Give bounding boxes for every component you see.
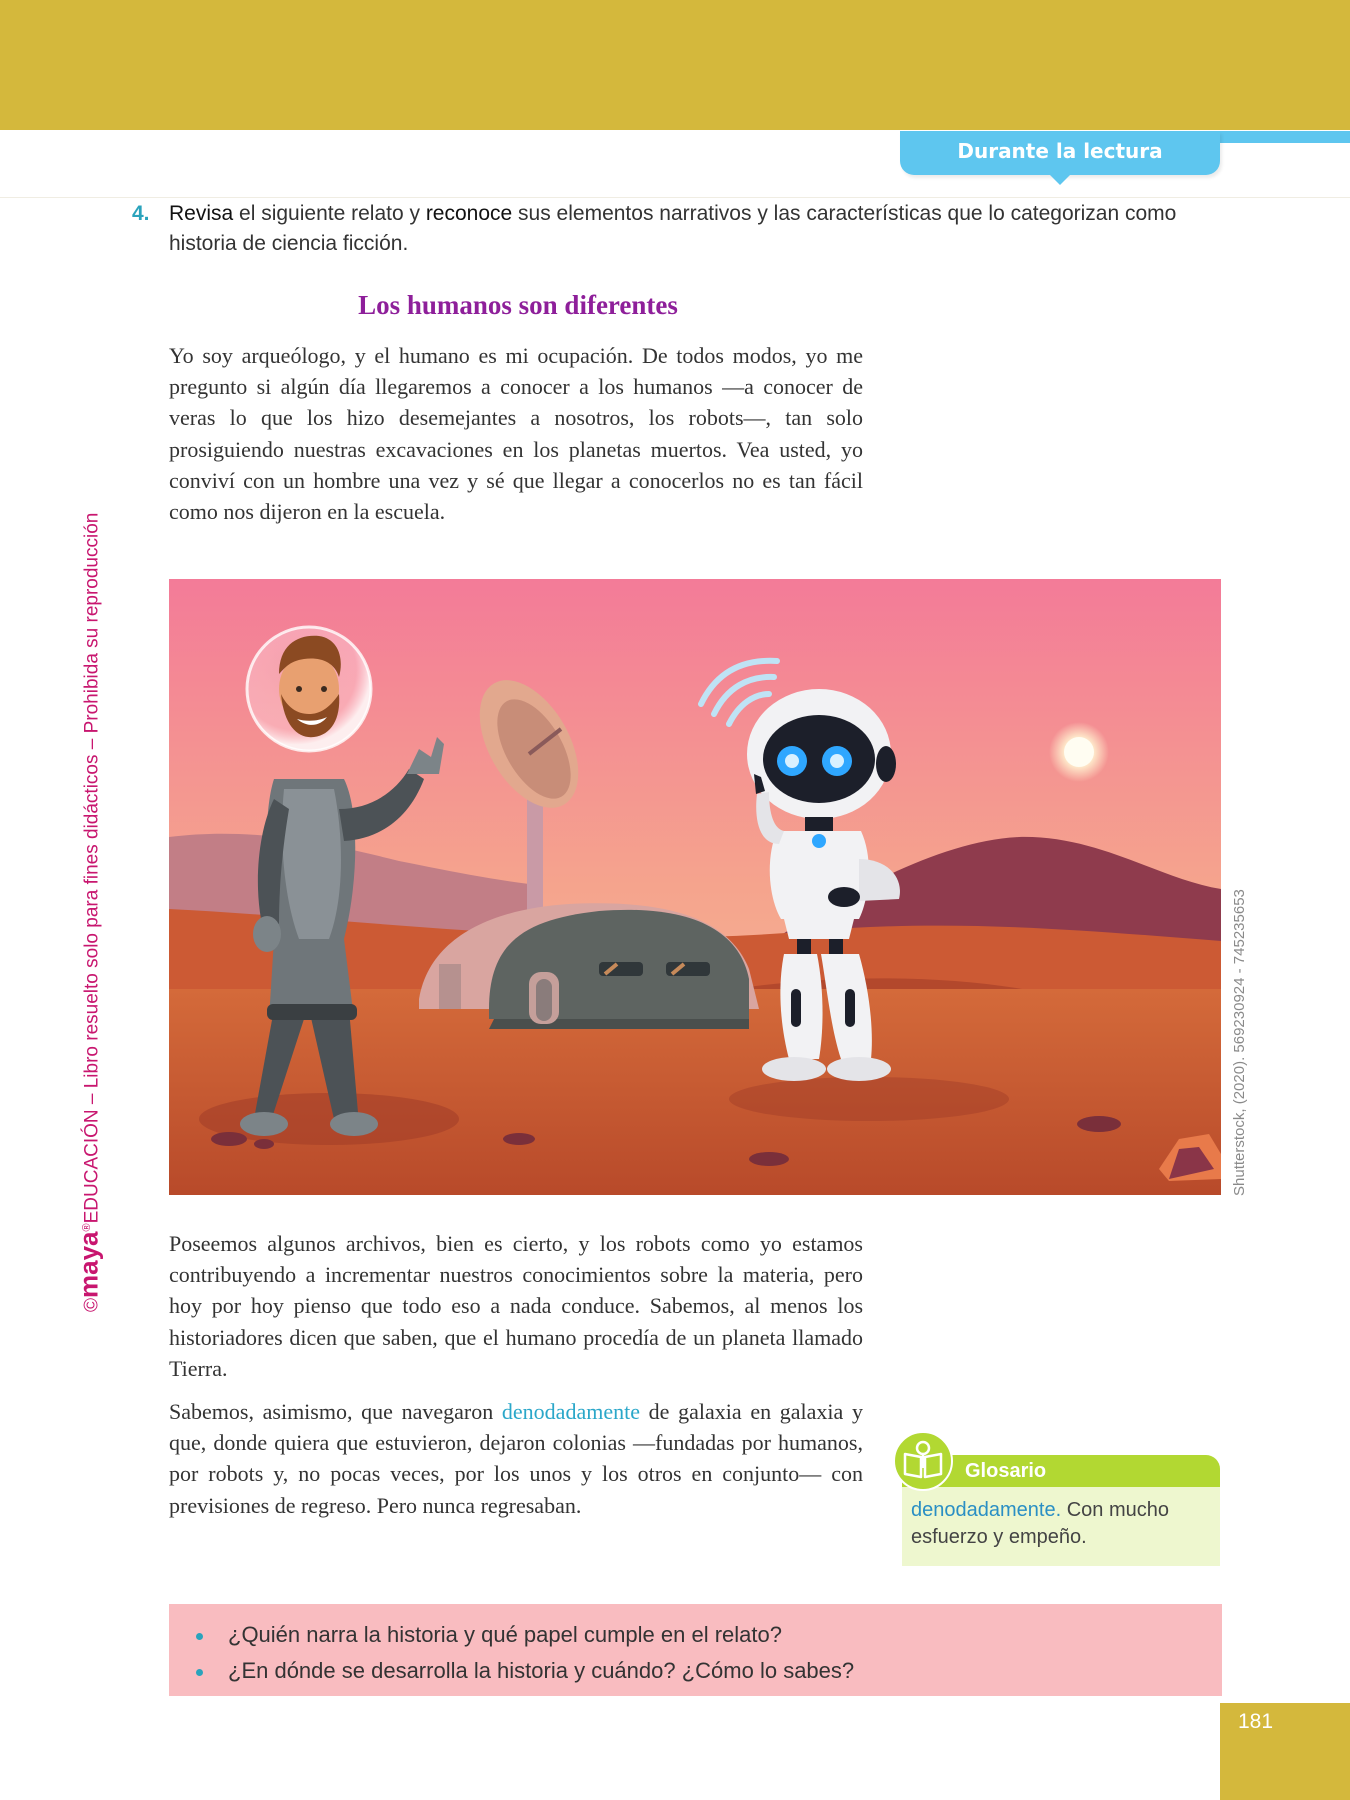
activity-instruction bbox=[132, 199, 1232, 259]
copyright-text: EDUCACIÓN – Libro resuelto solo para fines didácticos – Prohibida su reproducción bbox=[81, 512, 103, 1224]
astronaut-robot-illustration bbox=[169, 579, 1221, 1195]
story-paragraph-1: Yo soy arqueólogo, y el humano es mi ocupación. De todos modos, yo me pregunto si algún día llegaremos a conocer a los humanos —a conocer de veras lo que los hizo desemejantes a nosotros, los robots—, tan solo prosiguiendo nuestras excavaciones en los planetas muertos. Vea usted, yo conviví con un hombre una vez y sé que llegar a conocerlos no es tan fácil como nos dijeron en la escuela. bbox=[169, 343, 863, 525]
question-item: ¿En dónde se desarrolla la historia y cuándo? ¿Cómo lo sabes? bbox=[196, 1653, 854, 1689]
paragraph-3-end: de galaxia en galaxia y que, donde quiera que estuvieron, dejaron colonias —fundadas por humanos, por robots y, no pocas veces, por los unos y los otros en conjunto— con previsiones de regreso. Pero nunca regresaban. bbox=[169, 1399, 863, 1518]
question-item: ¿Quién narra la historia y qué papel cumple en el relato? bbox=[196, 1617, 854, 1653]
brand-logo-text: maya bbox=[73, 1231, 104, 1298]
glossary-entry bbox=[911, 1497, 1211, 1551]
copyright-notice bbox=[72, 472, 102, 1312]
questions-list bbox=[196, 1617, 854, 1689]
activity-number: 4. bbox=[132, 202, 150, 225]
image-credit: Shutterstock, (2020). 569230924 - 745235653 bbox=[1231, 889, 1248, 1196]
story-paragraph-3 bbox=[169, 1396, 863, 1521]
glossary-definition: Con mucho esfuerzo y empeño. bbox=[911, 1499, 1169, 1548]
activity-verb-revisa: Revisa bbox=[169, 202, 234, 225]
section-tab-label: Durante la lectura bbox=[957, 139, 1163, 163]
story-title: Los humanos son diferentes bbox=[358, 290, 678, 320]
glossary-book-icon bbox=[892, 1430, 954, 1492]
sun bbox=[1064, 737, 1094, 767]
glossary-title: Glosario bbox=[965, 1460, 1047, 1482]
activity-text-2: sus elementos narrativos y las características que lo categorizan como historia de ciencia ficción. bbox=[169, 202, 1177, 255]
page-number: 181 bbox=[1238, 1710, 1274, 1733]
section-tab bbox=[900, 131, 1220, 175]
registered-mark: ® bbox=[81, 1223, 93, 1232]
glossary-term: denodadamente. bbox=[911, 1499, 1062, 1521]
ground-shadow-2 bbox=[729, 1077, 1009, 1121]
copyright-symbol: © bbox=[81, 1298, 103, 1312]
activity-text-1: el siguiente relato y bbox=[233, 202, 426, 225]
glossary-highlighted-word: denodadamente bbox=[501, 1399, 640, 1424]
activity-verb-reconoce: reconoce bbox=[425, 202, 513, 225]
header-band bbox=[0, 0, 1350, 130]
paragraph-3-start: Sabemos, asimismo, que navegaron bbox=[169, 1399, 502, 1424]
story-paragraph-2: Poseemos algunos archivos, bien es cierto, y los robots como yo estamos contribuyendo a incrementar nuestros conocimientos sobre la materia, pero hoy por hoy pienso que todo eso a nada conduce. Sabemos, al menos los historiadores dicen que saben, que el humano procedía de un planeta llamado Tierra. bbox=[169, 1231, 863, 1381]
divider bbox=[0, 197, 1350, 198]
